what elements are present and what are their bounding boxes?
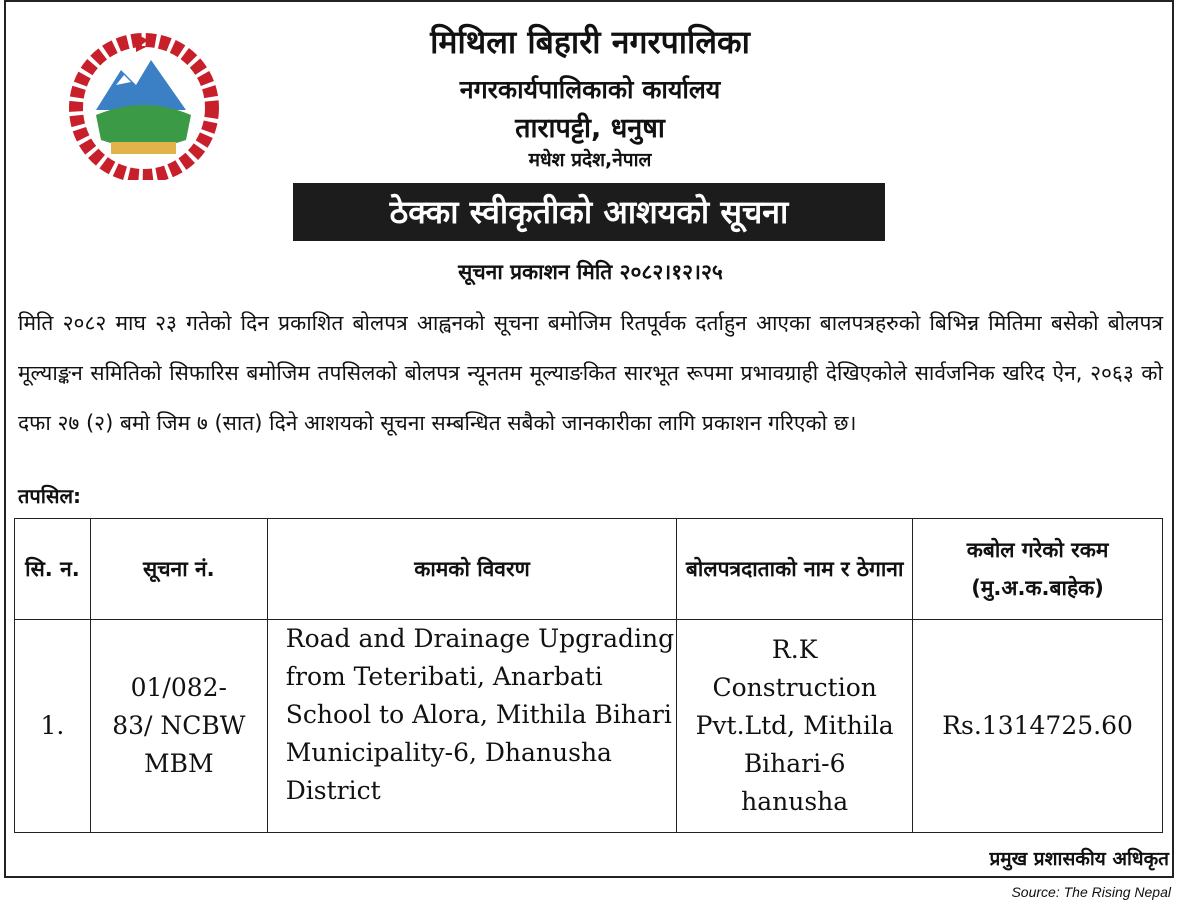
cell-notice-no: 01/082-83/ NCBW MBM <box>90 620 267 833</box>
province: मधेश प्रदेश,नेपाल <box>528 149 652 171</box>
col-description: कामको विवरण <box>267 519 676 620</box>
col-amount: कबोल गरेको रकम (मु.अ.क.बाहेक) <box>913 519 1163 620</box>
cell-sn: 1. <box>15 620 91 833</box>
publish-date: सूचना प्रकाशन मिति २०८२।१२।२५ <box>458 260 723 284</box>
office-address: तारापट्टी, धनुषा <box>515 113 665 144</box>
source-credit: Source: The Rising Nepal <box>1011 884 1171 900</box>
table-header-row <box>15 519 1163 620</box>
details-label: तपसिल: <box>18 484 82 508</box>
cell-bidder: R.K Construction Pvt.Ltd, Mithila Bihari-6 hanusha <box>677 620 913 833</box>
bid-table <box>14 518 1163 833</box>
col-sn: सि. न. <box>15 519 91 620</box>
office-name: नगरकार्यपालिकाको कार्यालय <box>459 75 721 104</box>
cell-description: Road and Drainage Upgrading from Teteribati, Anarbati School to Alora, Mithila Bihari Municipality-6, Dhanusha District <box>267 620 676 833</box>
table-row <box>15 620 1163 833</box>
nepal-emblem-icon <box>66 30 221 180</box>
cell-amount: Rs.1314725.60 <box>913 620 1163 833</box>
signatory: प्रमुख प्रशासकीय अधिकृत <box>989 848 1169 870</box>
notice-body: मिति २०८२ माघ २३ गतेको दिन प्रकाशित बोलपत्र आह्वनको सूचना बमोजिम रितपूर्वक दर्ताहुन आएका बालपत्रहरुको बिभिन्न मितिमा बसेको बोलपत्र मूल्याङ्कन समितिको सिफारिस बमोजिम तपसिलको बोलपत्र न्यूनतम मूल्याङकित सारभूत रूपमा प्रभावग्राही देखिएकोले सार्वजनिक खरिद ऐन, २०६३ को दफा २७ (२) बमो जिम ७ (सात) दिने आशयको सूचना सम्बन्धित सबैको जानकारीका लागि प्रकाशन गरिएको छ। <box>18 311 1163 435</box>
col-notice-no: सूचना नं. <box>90 519 267 620</box>
col-bidder: बोलपत्रदाताको नाम र ठेगाना <box>677 519 913 620</box>
notice-title: ठेक्का स्वीकृतीको आशयको सूचना <box>293 183 885 241</box>
municipality-name: मिथिला बिहारी नगरपालिका <box>430 23 750 61</box>
